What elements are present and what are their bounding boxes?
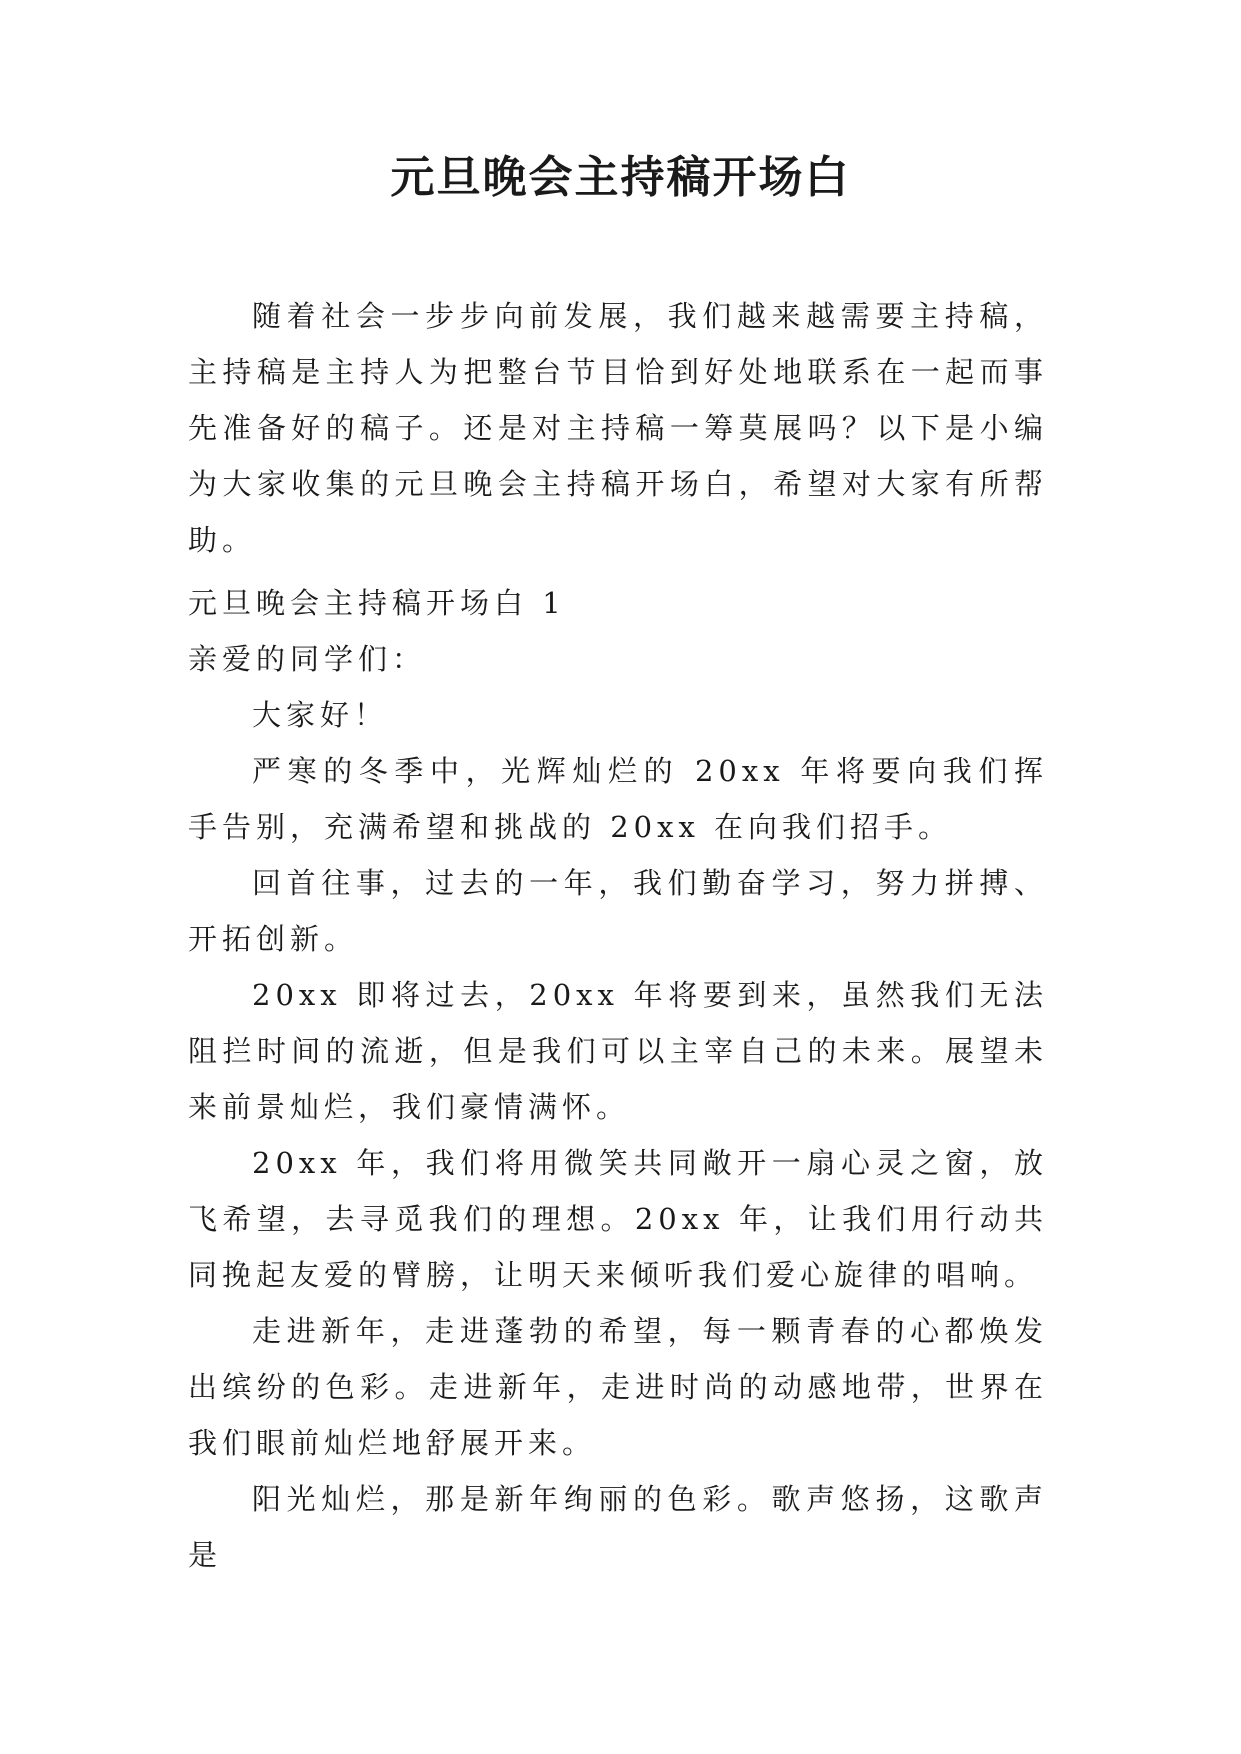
speech-section (188, 575, 1048, 1583)
section-heading: 元旦晚会主持稿开场白 1 (188, 586, 566, 620)
paragraph-review: 回首往事，过去的一年，我们勤奋学习，努力拼搏、开拓创新。 (188, 866, 1048, 956)
paragraph-winter: 严寒的冬季中，光辉灿烂的 20xx 年将要向我们挥手告别，充满希望和挑战的 20xx 在向我们招手。 (188, 754, 1048, 844)
intro-block (188, 288, 1048, 568)
paragraph-smile: 20xx 年，我们将用微笑共同敞开一扇心灵之窗，放飞希望，去寻觅我们的理想。20xx 年，让我们用行动共同挽起友爱的臂膀，让明天来倾听我们爱心旋律的唱响。 (188, 1146, 1048, 1292)
salutation: 亲爱的同学们： (188, 642, 427, 676)
paragraph-new-year: 走进新年，走进蓬勃的希望，每一颗青春的心都焕发出缤纷的色彩。走进新年，走进时尚的动感地带，世界在我们眼前灿烂地舒展开来。 (188, 1314, 1048, 1460)
paragraph-greeting: 大家好！ (252, 698, 389, 732)
intro-paragraph: 随着社会一步步向前发展，我们越来越需要主持稿，主持稿是主持人为把整台节目恰到好处地联系在一起而事先准备好的稿子。还是对主持稿一筹莫展吗？以下是小编为大家收集的元旦晚会主持稿开场白，希望对大家有所帮助。 (188, 299, 1048, 557)
paragraph-sunshine: 阳光灿烂，那是新年绚丽的色彩。歌声悠扬，这歌声是 (188, 1482, 1048, 1572)
document-title: 元旦晚会主持稿开场白 (390, 152, 851, 203)
paragraph-future: 20xx 即将过去，20xx 年将要到来，虽然我们无法阻拦时间的流逝，但是我们可以主宰自己的未来。展望未来前景灿烂，我们豪情满怀。 (188, 978, 1048, 1124)
